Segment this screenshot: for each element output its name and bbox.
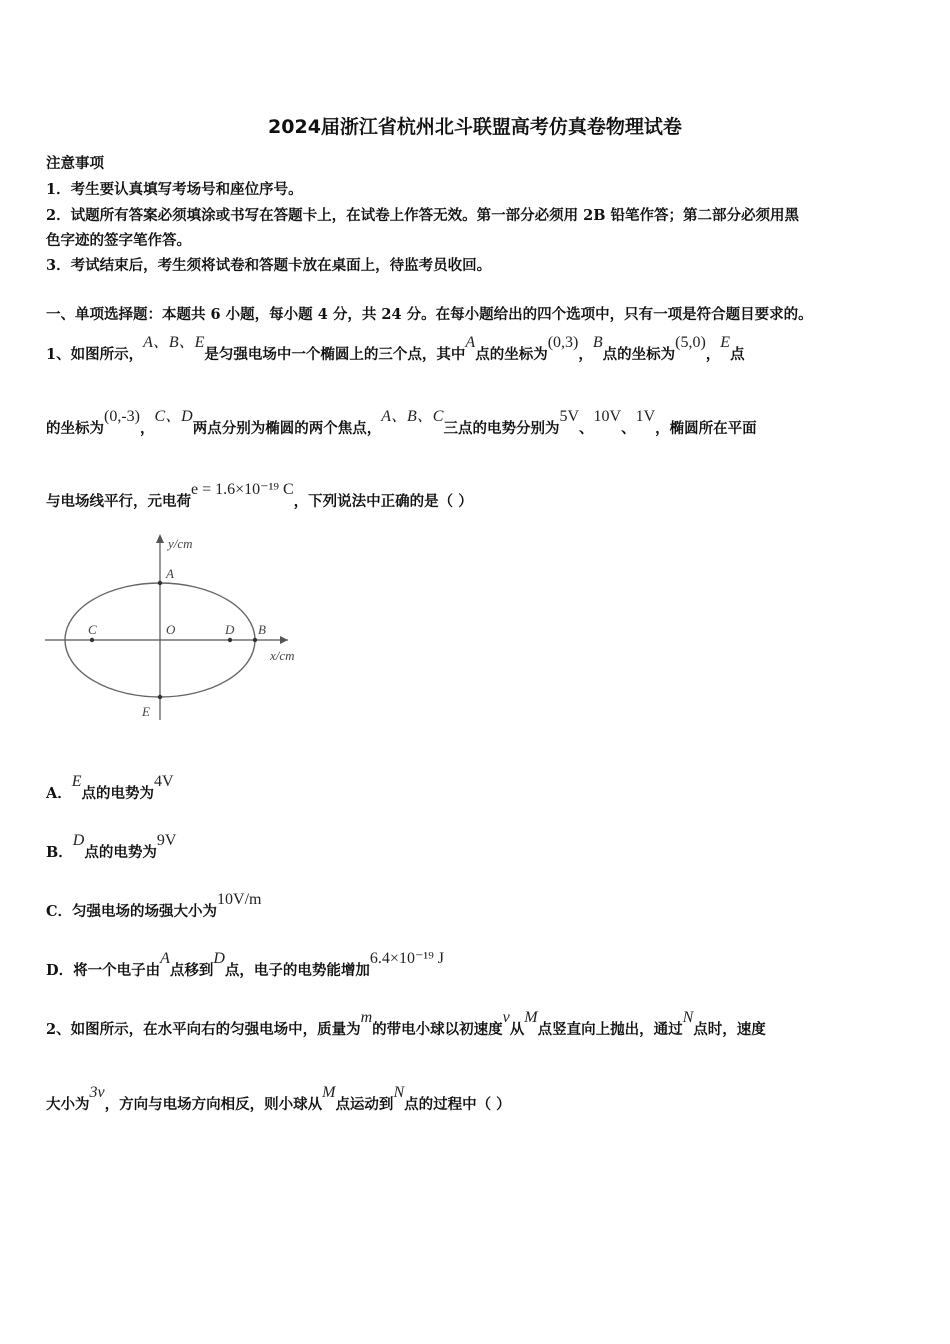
q1-text: 点 [730, 346, 745, 363]
option-text: 将一个电子由 [73, 962, 161, 979]
math: (5,0) [675, 334, 706, 351]
q1-text: ， [705, 346, 721, 363]
q2-line-2 [46, 1084, 511, 1114]
q1-option-b[interactable] [46, 832, 177, 862]
math: N [682, 1009, 694, 1026]
q1-text: 点的坐标为 [602, 346, 676, 363]
option-text: 点的电势为 [84, 844, 157, 861]
point-a [158, 581, 162, 585]
q2-text: ，方向与电场方向相反，则小球从 [104, 1096, 323, 1113]
math: M [524, 1009, 538, 1026]
label-a: A [166, 566, 174, 581]
ellipse-figure [40, 530, 310, 730]
q1-line-1 [46, 334, 745, 364]
y-axis-label: y/cm [168, 536, 193, 551]
option-text: 点，电子的电势能增加 [224, 962, 370, 979]
q2-text: 2、如图所示，在水平向右的匀强电场中，质量为 [46, 1021, 361, 1038]
notice-item: 色字迹的签字笔作答。 [46, 232, 191, 249]
math: m [360, 1009, 373, 1026]
math: D [72, 832, 85, 849]
q2-line-1 [46, 1009, 766, 1039]
math: 3v [89, 1084, 105, 1101]
math: D [213, 950, 225, 967]
label-e: E [142, 704, 150, 719]
q2-text: 的带电小球以初速度 [372, 1021, 503, 1038]
q1-line-3 [46, 481, 473, 511]
q2-text: 点竖直向上抛出，通过 [537, 1021, 683, 1038]
q1-text: 点的坐标为 [475, 346, 548, 363]
q1-line-2 [46, 408, 757, 438]
y-axis-arrow-icon [156, 534, 164, 543]
notice-item: 2．试题所有答案必须填涂或书写在答题卡上，在试卷上作答无效。第一部分必须用 2B 铅笔作答；第二部分必须用黑 [46, 207, 800, 224]
option-label: C． [46, 903, 73, 920]
q2-text: 点运动到 [335, 1096, 394, 1113]
section-heading: 一、单项选择题：本题共 6 小题，每小题 4 分，共 24 分。在每小题给出的四个选项中，只有一项是符合题目要求的。 [46, 306, 813, 323]
point-b [253, 638, 257, 642]
math: A [465, 334, 476, 351]
x-axis-arrow-icon [280, 636, 288, 644]
math: (0,3) [547, 334, 579, 351]
q2-text: 大小为 [46, 1096, 90, 1113]
label-d: D [225, 622, 235, 637]
math: 10V/m [217, 891, 262, 908]
q1-text: ，下列说法中正确的是（ ） [293, 493, 473, 510]
math: v [502, 1009, 510, 1026]
math: 9V [156, 832, 177, 849]
math: N [393, 1084, 405, 1101]
q1-option-c[interactable] [46, 891, 262, 921]
q1-text: 、 [579, 420, 594, 437]
q1-text: 、 [621, 420, 636, 437]
point-e [158, 695, 162, 699]
math: e = 1.6×10⁻¹⁹ C [191, 481, 294, 498]
q1-text: ， [578, 346, 593, 363]
q1-text: 的坐标为 [46, 420, 104, 437]
q1-text: ，椭圆所在平面 [655, 420, 757, 437]
math: (0,-3) [104, 408, 140, 425]
label-b: B [258, 622, 266, 637]
notice-heading: 注意事项 [46, 155, 104, 172]
notice-item: 1．考生要认真填写考场号和座位序号。 [46, 181, 303, 198]
math: 6.4×10⁻¹⁹ J [369, 950, 444, 967]
q2-text: 点时，速度 [693, 1021, 766, 1038]
math: E [720, 334, 731, 351]
math: 10V [593, 408, 622, 425]
math: M [322, 1084, 336, 1101]
q2-text: 点的过程中（ ） [404, 1096, 511, 1113]
q1-text: 两点分别为椭圆的两个焦点， [192, 420, 382, 437]
point-d [228, 638, 232, 642]
math: B [592, 334, 603, 351]
option-text: 匀强电场的场强大小为 [72, 903, 218, 920]
math: A、B、E [143, 334, 205, 351]
x-axis-label: x/cm [270, 648, 295, 663]
point-c [90, 638, 94, 642]
label-c: C [88, 622, 97, 637]
option-text: 点的电势为 [81, 785, 155, 802]
math: E [71, 773, 82, 790]
q1-text: 1、如图所示， [46, 346, 144, 363]
option-text: 点移到 [169, 962, 214, 979]
option-label: A． [46, 785, 72, 802]
q1-text: 三点的电势分别为 [443, 420, 560, 437]
q1-text: 是匀强电场中一个椭圆上的三个点，其中 [204, 346, 466, 363]
q1-text: 与电场线平行，元电荷 [46, 493, 191, 510]
q1-text: ， [139, 420, 155, 437]
math: 1V [635, 408, 656, 425]
notice-item: 3．考试结束后，考生须将试卷和答题卡放在桌面上，待监考员收回。 [46, 257, 492, 274]
option-label: B． [46, 844, 73, 861]
math: A [160, 950, 170, 967]
label-o: O [166, 622, 176, 637]
page-title: 2024届浙江省杭州北斗联盟高考仿真卷物理试卷 [268, 116, 682, 138]
math: 4V [154, 773, 174, 790]
option-label: D． [46, 962, 74, 979]
math: A、B、C [381, 408, 444, 425]
q1-option-a[interactable] [46, 773, 174, 803]
q1-option-d[interactable] [46, 950, 444, 980]
math: 5V [559, 408, 580, 425]
math: C、D [154, 408, 193, 425]
q2-text: 从 [509, 1021, 525, 1038]
